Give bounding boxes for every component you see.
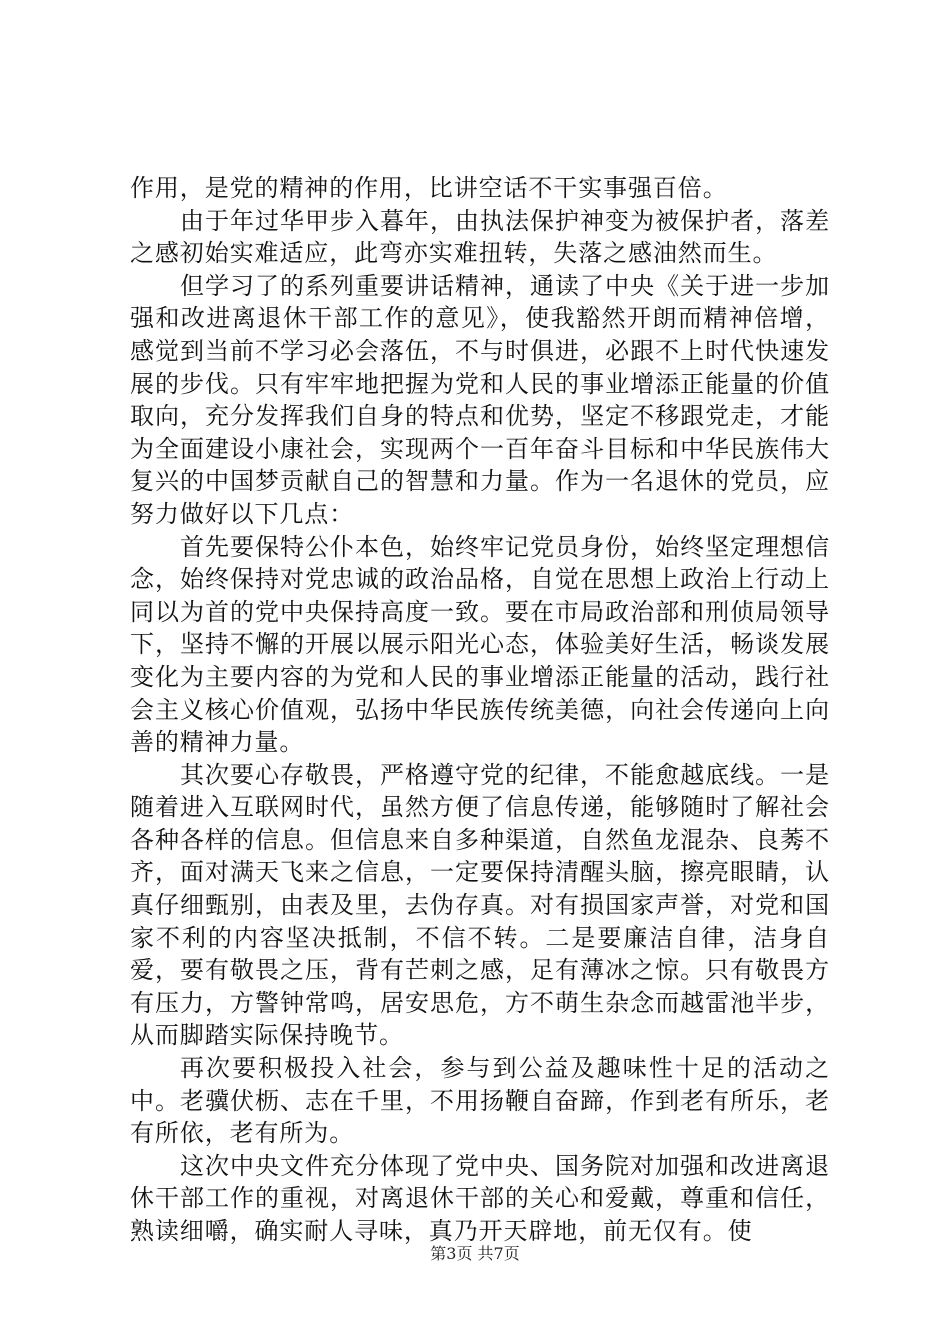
page-number-footer: 第3页 共7页 xyxy=(430,1244,520,1263)
paragraph: 再次要积极投入社会，参与到公益及趣味性十足的活动之中。老骥伏枥、志在千里，不用扬鞭自奋蹄，作到老有所乐，老有所依，老有所为。 xyxy=(130,1054,830,1148)
paragraph-continuation: 作用，是党的精神的作用，比讲空话不干实事强百倍。 xyxy=(130,174,728,202)
paragraph: 由于年过华甲步入暮年，由执法保护神变为被保护者，落差之感初始实难适应，此弯亦实难扭转，失落之感油然而生。 xyxy=(130,206,830,268)
paragraph: 首先要保特公仆本色，始终牢记党员身份，始终坚定理想信念，始终保持对党忠诚的政治品格，自觉在思想上政治上行动上同以为首的党中央保持高度一致。要在市局政治部和刑侦局领导下，坚持不懈的开展以展示阳光心态，体验美好生活，畅谈发展变化为主要内容的为党和人民的事业增添正能量的活动，践行社会主义核心价值观，弘扬中华民族传统美德，向社会传递向上向善的精神力量。 xyxy=(130,532,830,757)
paragraph: 其次要心存敬畏，严格遵守党的纪律，不能愈越底线。一是随着进入互联网时代，虽然方便了信息传递，能够随时了解社会各种各样的信息。但信息来自多种渠道，自然鱼龙混杂、良莠不齐，面对满天飞来之信息，一定要保持清醒头脑，擦亮眼睛，认真仔细甄别，由表及里，去伪存真。对有损国家声誉，对党和国家不利的内容坚决抵制，不信不转。二是要廉洁自律，洁身自爱，要有敬畏之压，背有芒刺之感，足有薄冰之惊。只有敬畏方有压力，方警钟常鸣，居安思危，方不萌生杂念而越雷池半步，从而脚踏实际保持晚节。 xyxy=(130,760,830,1050)
document-body xyxy=(130,172,830,1248)
paragraph: 这次中央文件充分体现了党中央、国务院对加强和改进离退休干部工作的重视，对离退休干部的关心和爱戴，尊重和信任，熟读细嚼，确实耐人寻味，真乃开天辟地，前无仅有。使 xyxy=(130,1151,830,1245)
paragraph: 但学习了的系列重要讲话精神，通读了中央《关于进一步加强和改进离退休干部工作的意见》，使我豁然开朗而精神倍增，感觉到当前不学习必会落伍，不与时俱进，必跟不上时代快速发展的步伐。只有牢牢地把握为党和人民的事业增添正能量的价值取向，充分发挥我们自身的特点和优势，坚定不移跟党走，才能为全面建设小康社会，实现两个一百年奋斗目标和中华民族伟大复兴的中国梦贡献自己的智慧和力量。作为一名退休的党员，应努力做好以下几点： xyxy=(130,271,830,528)
